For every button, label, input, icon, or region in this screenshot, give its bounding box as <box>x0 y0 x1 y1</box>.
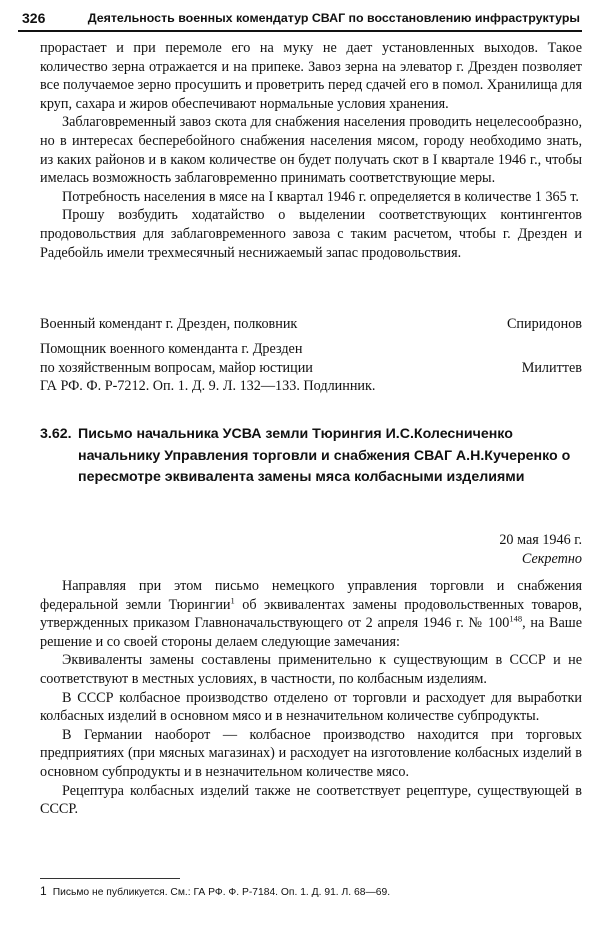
archive-reference <box>40 377 582 396</box>
paragraph: Рецептура колбасных изделий также не соответствует рецептуре, существующей в СССР. <box>40 782 582 818</box>
paragraph: Прошу возбудить ходатайство о выделении соответствующих контингентов продовольствия для заблаговременного завоза с таким расчетом, чтобы г. Дрезден и Радебойль имели трехмесячный неснижаемый запас продовольствия. <box>40 207 582 261</box>
paragraph-text: , на Ваше решение и со своей стороны делаем следующие замечания: <box>40 615 582 650</box>
paragraph <box>40 577 582 651</box>
document-body <box>40 577 582 819</box>
document-date: 20 мая 1946 г. <box>499 532 582 548</box>
archive-citation: ГА РФ. Ф. Р-7212. Оп. 1. Д. 9. Л. 132—133. Подлинник. <box>40 378 376 394</box>
paragraph: Заблаговременный завоз скота для снабжения населения проводить нецелесообразно, но в интересах бесперебойного снабжения населения мясом, городу необходимо знать, из каких районов и в каком количестве он будет получать скот в I квартале 1946 г., чтобы имелась возможность заблаговременно принимать соответствующие меры. <box>40 114 582 187</box>
footnote-mark: 1 <box>40 884 47 898</box>
paragraph: Эквиваленты замены составлены применительно к существующим в СССР и не соответствуют в местных условиях, в частности, по колбасным изделиям. <box>40 652 582 687</box>
document-number: 3.62. <box>40 426 72 442</box>
document-date-block <box>499 531 582 568</box>
running-title: Деятельность военных комендатур СВАГ по восстановлению инфраструктуры <box>87 11 580 25</box>
signatory-title: Военный комендант г. Дрезден, полковник <box>40 316 298 332</box>
document-heading <box>40 424 580 514</box>
signatory-name: Милиттев <box>521 359 582 376</box>
footnote-ref: 1 <box>230 594 235 605</box>
endnote-ref: 148 <box>509 613 523 624</box>
signature-block-2 <box>40 340 582 378</box>
paragraph: прорастает и при перемоле его на муку не дает установленных выходов. Такое количество зерна отражается и на припеке. Завоз зерна на элеватор г. Дрезден позволяет все получаемое зерно просушить и проветрить перед сдачей его в помол. Хранилища для круп, сахара и жиров обеспечивают нормальные условия хранения. <box>40 40 582 112</box>
footnote-divider <box>40 878 180 879</box>
classification-mark: Секретно <box>521 550 582 567</box>
signature-block-1 <box>40 315 582 334</box>
paragraph-text: Направляя при этом письмо немецкого управления торговли и снабжения федеральной земли Тюрингии <box>40 578 582 613</box>
paragraph: В СССР колбасное производство отделено от торговли и расходует для выработки колбасных изделий в основном мясо и в незначительном количестве субпродукты. <box>40 689 582 725</box>
running-header <box>18 10 582 32</box>
signatory-title-line2: по хозяйственным вопросам, майор юстиции <box>40 359 313 376</box>
paragraph: Потребность населения в мясе на I квартал 1946 г. определяется в количестве 1 365 т. <box>62 188 579 205</box>
signatory-title-line1: Помощник военного коменданта г. Дрезден <box>40 341 303 357</box>
footnote-text: Письмо не публикуется. См.: ГА РФ. Ф. Р-7184. Оп. 1. Д. 91. Л. 68—69. <box>52 887 391 898</box>
signatory-name: Спиридонов <box>506 316 582 332</box>
paragraph: В Германии наоборот — колбасное производство находится при торговых предприятиях (при мясных магазинах) и расходует на изготовление колбасных изделий в основном субпродукты и в незначительном количестве мясо. <box>40 726 582 780</box>
previous-document-text <box>40 39 582 262</box>
page-number: 326 <box>22 10 46 26</box>
document-title: Письмо начальника УСВА земли Тюрингия И.С.Колесниченко начальнику Управления торговли и снабжения СВАГ А.Н.Кучеренко о пересмотре эквивалента замены мяса колбасными изделиями <box>78 426 571 485</box>
footnote <box>40 884 580 900</box>
paragraph-text: об эквивалентах замены продовольственных товаров, утвержденных приказом Главноначальствующего от 2 апреля 1946 г. № 100 <box>40 596 582 632</box>
